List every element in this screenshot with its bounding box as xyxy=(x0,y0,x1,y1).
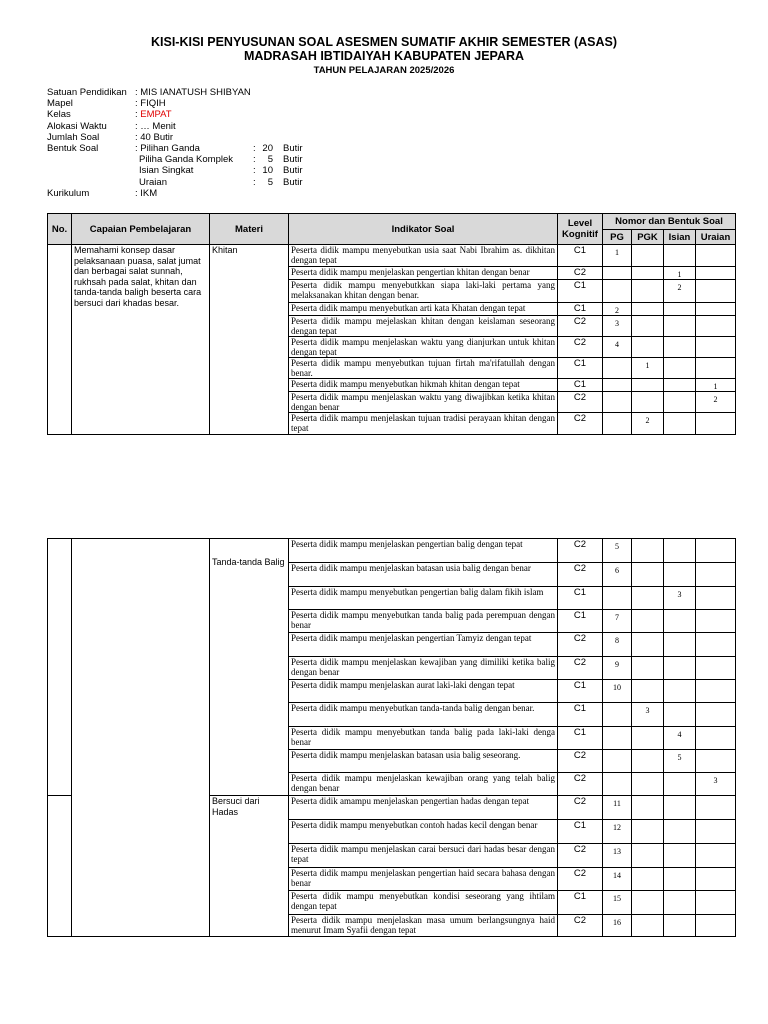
indikator-cell: Peserta didik mampu menyebutkan tujuan firtah ma'rifatullah dengan benar. xyxy=(289,358,558,379)
pg-cell xyxy=(603,703,632,727)
pg-cell: 2 xyxy=(603,303,632,316)
uraian-cell xyxy=(696,633,736,657)
document-title: KISI-KISI PENYUSUNAN SOAL ASESMEN SUMATIF AKHIR SEMESTER (ASAS) xyxy=(150,35,617,49)
header-materi: Materi xyxy=(210,214,289,245)
pgk-cell xyxy=(632,337,664,358)
no-cell xyxy=(48,796,72,937)
uraian-cell xyxy=(696,539,736,563)
cp-cell xyxy=(72,539,210,937)
indikator-cell: Peserta didik mampu menjelaskan pengertian Tamyiz dengan tepat xyxy=(289,633,558,657)
pgk-cell xyxy=(632,280,664,303)
indikator-cell: Peserta didik mampu menyebutkan kondisi seseorang yang ihtilam dengan tepat xyxy=(289,891,558,915)
uraian-cell: 1 xyxy=(696,379,736,392)
isian-cell xyxy=(664,868,696,891)
bentuk-colon-0: : xyxy=(253,142,256,154)
bentuk-colon-2: : xyxy=(253,165,256,177)
uraian-cell xyxy=(696,358,736,379)
indikator-cell: Peserta didik mampu menyebutkan contoh hadas kecil dengan benar xyxy=(289,820,558,844)
isian-cell xyxy=(664,245,696,267)
level-cell: C1 xyxy=(558,703,603,727)
level-cell: C2 xyxy=(558,868,603,891)
pg-cell xyxy=(603,358,632,379)
level-cell: C1 xyxy=(558,303,603,316)
pgk-cell xyxy=(632,680,664,703)
institution-title: MADRASAH IBTIDAIYAH KABUPATEN JEPARA xyxy=(243,49,525,63)
isian-cell xyxy=(664,379,696,392)
bentuk-num-2: 10 xyxy=(262,165,273,177)
pg-cell: 9 xyxy=(603,657,632,680)
bentuk-name-3: Uraian xyxy=(139,176,167,188)
level-cell: C1 xyxy=(558,891,603,915)
isian-cell xyxy=(664,316,696,337)
uraian-cell xyxy=(696,280,736,303)
isian-cell xyxy=(664,633,696,657)
no-cell xyxy=(48,539,72,796)
materi-cell: Khitan xyxy=(210,245,289,435)
pgk-cell xyxy=(632,891,664,915)
indikator-cell: Peserta didik mampu menjelaskan waktu yang dianjurkan untuk khitan dengan tepat xyxy=(289,337,558,358)
isian-cell xyxy=(664,703,696,727)
pgk-cell xyxy=(632,844,664,868)
level-cell: C1 xyxy=(558,820,603,844)
level-cell: C2 xyxy=(558,267,603,280)
uraian-cell: 3 xyxy=(696,773,736,796)
level-cell: C2 xyxy=(558,844,603,868)
header-indikator: Indikator Soal xyxy=(289,214,558,245)
isian-cell: 3 xyxy=(664,587,696,610)
kisi-table-page-1 xyxy=(47,213,736,435)
isian-cell xyxy=(664,844,696,868)
pg-cell xyxy=(603,267,632,280)
uraian-cell xyxy=(696,820,736,844)
isian-cell xyxy=(664,657,696,680)
pg-cell: 4 xyxy=(603,337,632,358)
pgk-cell xyxy=(632,727,664,750)
satuan-value: : MIS IANATUSH SHIBYAN xyxy=(135,87,251,98)
pgk-cell xyxy=(632,915,664,937)
uraian-cell xyxy=(696,796,736,820)
uraian-cell xyxy=(696,657,736,680)
level-cell: C1 xyxy=(558,610,603,633)
level-cell: C1 xyxy=(558,280,603,303)
kelas-colon: : xyxy=(135,109,141,121)
bentuk-unit-3: Butir xyxy=(283,176,303,188)
table-row xyxy=(48,539,736,563)
pg-cell: 1 xyxy=(603,245,632,267)
indikator-cell: Peserta didik mampu menyebutkan usia saat Nabi Ibrahim as. dikhitan dengan tepat xyxy=(289,245,558,267)
uraian-cell xyxy=(696,703,736,727)
indikator-cell: Peserta didik mampu menjelaskan pengertian balig dengan tepat xyxy=(289,539,558,563)
bentuk-colon-3: : xyxy=(253,176,256,188)
pg-cell: 8 xyxy=(603,633,632,657)
materi-cell: Bersuci dari Hadas xyxy=(210,796,289,937)
uraian-cell xyxy=(696,844,736,868)
cp-cell: Memahami konsep dasar pelaksanaan puasa, salat jumat dan berbagai salat sunnah, rukhsah pada salat, khitan dan tanda-tanda baligh beserta cara bersuci dari khadas besar. xyxy=(72,245,210,435)
header-pg: PG xyxy=(603,230,632,245)
pgk-cell xyxy=(632,610,664,633)
pgk-cell xyxy=(632,245,664,267)
materi-cell: Tanda-tanda Balig xyxy=(210,539,289,796)
indikator-cell: Peserta didik mampu menjelaskan aurat laki-laki dengan tepat xyxy=(289,680,558,703)
indikator-cell: Peserta didik mampu menjelaskan batasan usia balig dengan benar xyxy=(289,563,558,587)
pgk-cell xyxy=(632,750,664,773)
indikator-cell: Peserta didik mampu menjelaskan tujuan tradisi perayaan khitan dengan tepat xyxy=(289,413,558,435)
isian-cell xyxy=(664,891,696,915)
bentuk-name-1: Piliha Ganda Komplek xyxy=(139,154,233,166)
indikator-cell: Peserta didik mampu menyebutkan arti kata Khatan dengan tepat xyxy=(289,303,558,316)
kelas-label: Kelas xyxy=(47,109,71,121)
pgk-cell: 2 xyxy=(632,413,664,435)
indikator-cell: Peserta didik mampu mejelaskan khitan dengan keislaman seseorang dengan tepat xyxy=(289,316,558,337)
pgk-cell: 3 xyxy=(632,703,664,727)
indikator-cell: Peserta didik mampu menjelaskan batasan usia balig seseorang. xyxy=(289,750,558,773)
indikator-cell: Peserta didik mampu menyebutkan pengertian balig dalam fikih islam xyxy=(289,587,558,610)
pg-cell xyxy=(603,413,632,435)
indikator-cell: Peserta didik mampu menjelaskan pengertian haid secara bahasa dengan benar xyxy=(289,868,558,891)
isian-cell: 2 xyxy=(664,280,696,303)
pg-cell xyxy=(603,587,632,610)
level-cell: C2 xyxy=(558,337,603,358)
pg-cell: 12 xyxy=(603,820,632,844)
indikator-cell: Peserta didik amampu menjelaskan pengertian hadas dengan tepat xyxy=(289,796,558,820)
pg-cell: 10 xyxy=(603,680,632,703)
pg-cell: 13 xyxy=(603,844,632,868)
pgk-cell xyxy=(632,267,664,280)
pg-cell: 14 xyxy=(603,868,632,891)
pgk-cell xyxy=(632,868,664,891)
pgk-cell xyxy=(632,796,664,820)
header-nomor: Nomor dan Bentuk Soal xyxy=(603,214,736,230)
isian-cell xyxy=(664,358,696,379)
indikator-cell: Peserta didik mampu menyebutkan hikmah khitan dengan tepat xyxy=(289,379,558,392)
level-cell: C2 xyxy=(558,633,603,657)
header-pgk: PGK xyxy=(632,230,664,245)
uraian-cell xyxy=(696,587,736,610)
level-cell: C2 xyxy=(558,796,603,820)
bentuk-num-3: 5 xyxy=(267,176,273,188)
uraian-cell xyxy=(696,915,736,937)
pgk-cell xyxy=(632,773,664,796)
isian-cell xyxy=(664,773,696,796)
uraian-cell xyxy=(696,303,736,316)
bentuk-num-0: 20 xyxy=(262,142,273,154)
pg-cell xyxy=(603,379,632,392)
pgk-cell xyxy=(632,820,664,844)
pg-cell: 3 xyxy=(603,316,632,337)
isian-cell xyxy=(664,610,696,633)
pg-cell xyxy=(603,773,632,796)
pg-cell xyxy=(603,727,632,750)
isian-cell: 4 xyxy=(664,727,696,750)
pgk-cell xyxy=(632,587,664,610)
bentuk-name-2: Isian Singkat xyxy=(139,165,194,177)
isian-cell: 5 xyxy=(664,750,696,773)
jumlah-label: Jumlah Soal xyxy=(47,131,100,143)
uraian-cell xyxy=(696,610,736,633)
uraian-cell xyxy=(696,316,736,337)
pgk-cell xyxy=(632,563,664,587)
isian-cell xyxy=(664,392,696,413)
bentuk-unit-1: Butir xyxy=(283,154,303,166)
level-cell: C2 xyxy=(558,915,603,937)
level-cell: C1 xyxy=(558,358,603,379)
level-cell: C2 xyxy=(558,316,603,337)
isian-cell xyxy=(664,563,696,587)
header-no: No. xyxy=(48,214,72,245)
pgk-cell xyxy=(632,316,664,337)
pg-cell xyxy=(603,392,632,413)
isian-cell: 1 xyxy=(664,267,696,280)
pg-cell: 6 xyxy=(603,563,632,587)
indikator-cell: Peserta didik mampu menjelaskan waktu yang diwajibkan ketika khitan dengan benar xyxy=(289,392,558,413)
bentuk-name-0: : Pilihan Ganda xyxy=(135,142,200,154)
indikator-cell: Peserta didik mampu menjelaskan pengertian khitan dengan benar xyxy=(289,267,558,280)
uraian-cell xyxy=(696,891,736,915)
level-cell: C2 xyxy=(558,563,603,587)
header-level: Level Kognitif xyxy=(558,214,603,245)
level-cell: C1 xyxy=(558,680,603,703)
mapel-value: : FIQIH xyxy=(135,98,166,110)
pg-cell xyxy=(603,750,632,773)
pg-cell: 5 xyxy=(603,539,632,563)
level-cell: C2 xyxy=(558,392,603,413)
uraian-cell xyxy=(696,267,736,280)
uraian-cell xyxy=(696,337,736,358)
pgk-cell xyxy=(632,392,664,413)
pgk-cell xyxy=(632,379,664,392)
indikator-cell: Peserta didik mampu menyebutkan tanda balig pada perempuan dengan benar xyxy=(289,610,558,633)
isian-cell xyxy=(664,820,696,844)
pgk-cell xyxy=(632,657,664,680)
level-cell: C1 xyxy=(558,727,603,750)
satuan-label: Satuan Pendidikan xyxy=(47,87,127,98)
kurikulum-label: Kurikulum xyxy=(47,187,90,199)
alokasi-label: Alokasi Waktu xyxy=(47,120,107,132)
uraian-cell xyxy=(696,727,736,750)
level-cell: C1 xyxy=(558,379,603,392)
kurikulum-value: : IKM xyxy=(135,187,158,199)
pgk-cell: 1 xyxy=(632,358,664,379)
bentuk-label: Bentuk Soal xyxy=(47,142,99,154)
uraian-cell xyxy=(696,245,736,267)
pg-cell: 7 xyxy=(603,610,632,633)
pg-cell: 16 xyxy=(603,915,632,937)
bentuk-num-1: 5 xyxy=(267,154,273,166)
header-cp: Capaian Pembelajaran xyxy=(72,214,210,245)
table-row xyxy=(48,245,736,267)
uraian-cell xyxy=(696,750,736,773)
level-cell: C1 xyxy=(558,587,603,610)
level-cell: C2 xyxy=(558,773,603,796)
uraian-cell xyxy=(696,680,736,703)
alokasi-value: : … Menit xyxy=(135,120,176,132)
pgk-cell xyxy=(632,539,664,563)
indikator-cell: Peserta didik mampu menjelaskan kewajiban orang yang telah balig dengan benar xyxy=(289,773,558,796)
level-cell: C2 xyxy=(558,413,603,435)
no-cell xyxy=(48,245,72,435)
uraian-cell xyxy=(696,413,736,435)
jumlah-value: : 40 Butir xyxy=(135,131,174,143)
level-cell: C2 xyxy=(558,657,603,680)
bentuk-unit-2: Butir xyxy=(283,165,303,177)
uraian-cell xyxy=(696,868,736,891)
pgk-cell xyxy=(632,303,664,316)
indikator-cell: Peserta didik mampu menjelaskan kewajiban yang dimiliki ketika balig dengan benar xyxy=(289,657,558,680)
isian-cell xyxy=(664,413,696,435)
uraian-cell: 2 xyxy=(696,392,736,413)
pgk-cell xyxy=(632,633,664,657)
header-isian: Isian xyxy=(664,230,696,245)
isian-cell xyxy=(664,680,696,703)
isian-cell xyxy=(664,337,696,358)
bentuk-unit-0: Butir xyxy=(283,142,303,154)
mapel-label: Mapel xyxy=(47,98,73,110)
indikator-cell: Peserta didik mampu menjelaskan carai bersuci dari hadas besar dengan tepat xyxy=(289,844,558,868)
header-uraian: Uraian xyxy=(696,230,736,245)
uraian-cell xyxy=(696,563,736,587)
level-cell: C2 xyxy=(558,539,603,563)
kelas-value: EMPAT xyxy=(140,109,172,121)
pg-cell: 11 xyxy=(603,796,632,820)
isian-cell xyxy=(664,539,696,563)
academic-year: TAHUN PELAJARAN 2025/2026 xyxy=(313,65,455,76)
level-cell: C2 xyxy=(558,750,603,773)
indikator-cell: Peserta didik mampu menyebutkan tanda balig pada laki-laki denga benar xyxy=(289,727,558,750)
isian-cell xyxy=(664,796,696,820)
indikator-cell: Peserta didik mampu menjelaskan masa umum berlangsungnya haid menurut Imam Syafii dengan tepat xyxy=(289,915,558,937)
indikator-cell: Peserta didik mampu menyebutkan tanda-tanda balig dengan benar. xyxy=(289,703,558,727)
indikator-cell: Peserta didik mampu menyebutkkan siapa laki-laki pertama yang melaksanakan khitan dengan benar. xyxy=(289,280,558,303)
pg-cell: 15 xyxy=(603,891,632,915)
level-cell: C1 xyxy=(558,245,603,267)
isian-cell xyxy=(664,915,696,937)
isian-cell xyxy=(664,303,696,316)
pg-cell xyxy=(603,280,632,303)
bentuk-colon-1: : xyxy=(253,154,256,166)
kisi-table-page-2 xyxy=(47,538,736,937)
